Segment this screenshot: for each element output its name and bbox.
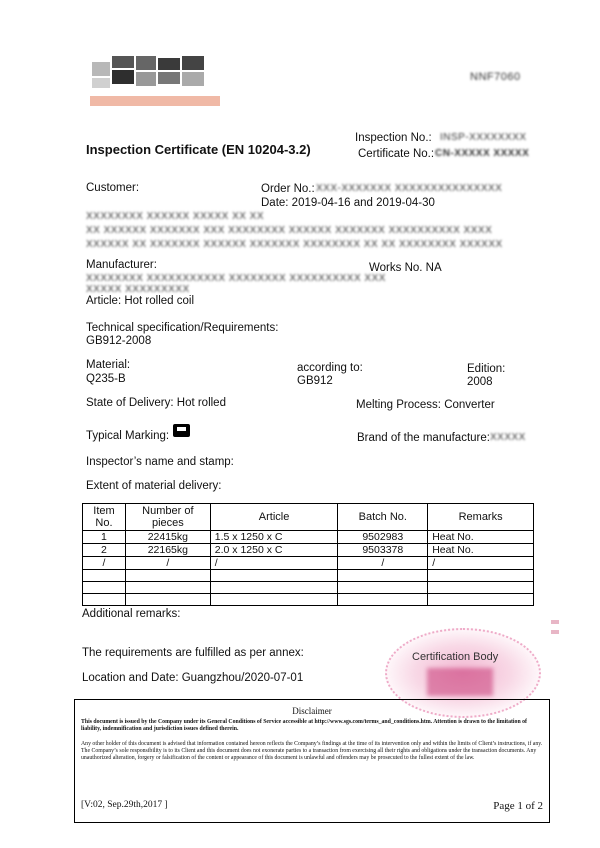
disclaimer-box [74, 699, 550, 823]
according-label: according to: [297, 362, 363, 374]
edition-label: Edition: [467, 363, 506, 375]
cell-item: 2 [83, 544, 126, 557]
order-no-value: XXX-XXXXXXX XXXXXXXXXXXXXXX [316, 183, 503, 194]
cell-pieces [125, 570, 210, 582]
inspector-label: Inspector’s name and stamp: [86, 456, 234, 468]
disclaimer-title: Disclaimer [292, 706, 332, 716]
cell-item: / [83, 557, 126, 570]
col-header-batch-no: Batch No. [338, 504, 428, 531]
edge-mark [551, 630, 559, 634]
customer-label: Customer: [86, 182, 140, 194]
version-label: [V:02, Sep.29th,2017 ] [81, 800, 168, 810]
disclaimer-paragraph-1: This document is issued by the Company under its General Conditions of Service accessible at http://www.sgs.com/terms_and_conditions.htm. Attention is drawn to the limitation of liability, indemnification and jurisdiction issues defined therein. [81, 719, 527, 732]
manufacturer-name: XXXXXXXX XXXXXXXXXXX XXXXXXXX XXXXXXXXXX XXX [86, 273, 386, 284]
cell-item: 1 [83, 531, 126, 544]
cell-pieces: 22165kg [125, 544, 210, 557]
according-value: GB912 [297, 375, 333, 387]
cell-article [210, 594, 338, 606]
cell-batch: / [338, 557, 428, 570]
marking-symbol-icon [173, 424, 190, 437]
col-header-article: Article [210, 504, 338, 531]
customer-address-1: XX XXXXXX XXXXXXX XXX XXXXXXXX XXXXXX XXXXXXX XXXXXXXXXX XXXX [86, 225, 493, 236]
cell-remarks: Heat No. [428, 544, 534, 557]
table-row [83, 594, 534, 606]
table-row [83, 544, 534, 557]
table-row [83, 570, 534, 582]
inspection-no-label: Inspection No.: [355, 132, 432, 144]
edition-value: 2008 [467, 376, 493, 388]
cell-article: 2.0 x 1250 x C [210, 544, 338, 557]
delivery-table [82, 503, 534, 606]
brand-label: Brand of the manufacture: [357, 432, 490, 444]
article-line: Article: Hot rolled coil [86, 295, 195, 307]
cell-item [83, 594, 126, 606]
cell-batch: 9502983 [338, 531, 428, 544]
manufacturer-address: XXXXX XXXXXXXXX [86, 284, 190, 295]
inspection-no-value: INSP-XXXXXXXX [440, 132, 527, 143]
table-row [83, 531, 534, 544]
cell-pieces: 22415kg [125, 531, 210, 544]
spec-label: Technical specification/Requirements: [86, 322, 279, 334]
certificate-code: NNF7060 [470, 71, 521, 83]
cell-item [83, 570, 126, 582]
cell-article: 1.5 x 1250 x C [210, 531, 338, 544]
cell-pieces [125, 582, 210, 594]
cell-article [210, 582, 338, 594]
brand-value: XXXXX [490, 432, 526, 443]
order-dates: Date: 2019-04-16 and 2019-04-30 [261, 197, 435, 209]
table-row [83, 582, 534, 594]
order-no-label: Order No.: [261, 183, 315, 195]
cell-article: / [210, 557, 338, 570]
typical-marking-label: Typical Marking: [86, 430, 170, 442]
cell-remarks [428, 570, 534, 582]
material-label: Material: [86, 359, 131, 371]
delivery-state: State of Delivery: Hot rolled [86, 397, 226, 409]
table-header-row [83, 504, 534, 531]
certificate-no-value: CN-XXXXX XXXXX [435, 148, 530, 159]
requirements-line: The requirements are fulfilled as per annex: [82, 647, 304, 659]
col-header-remarks: Remarks [428, 504, 534, 531]
customer-address-2: XXXXXX XX XXXXXXX XXXXXX XXXXXXX XXXXXXXX XX XX XXXXXXXX XXXXXX [86, 239, 503, 250]
edge-mark [551, 620, 559, 624]
logo-accent-bar [90, 96, 220, 106]
location-date: Location and Date: Guangzhou/2020-07-01 [82, 672, 304, 684]
cell-batch [338, 570, 428, 582]
manufacturer-label: Manufacturer: [86, 259, 157, 271]
col-header-pieces: Number of pieces [125, 504, 210, 531]
material-value: Q235-B [86, 373, 126, 385]
cell-remarks: Heat No. [428, 531, 534, 544]
melting-process: Melting Process: Converter [356, 399, 495, 411]
customer-name: XXXXXXXX XXXXXX XXXXX XX XX [86, 211, 265, 222]
disclaimer-paragraph-2: Any other holder of this document is advised that information contained hereon reflects the Company’s findings at the time of its intervention only and within the limits of Client’s instructions, if any. The Company’s sole responsibility is to its Client and this document does not exonerate parties to a transaction from exercising all their rights and obligations under the transaction documents. Any unauthorized alteration, forgery or falsification of the content or appearance of this document is unlawful and offenders may be prosecuted to the fullest extent of the law. [81, 741, 543, 761]
cell-remarks [428, 582, 534, 594]
additional-remarks: Additional remarks: [82, 608, 181, 620]
cell-item [83, 582, 126, 594]
page-number: Page 1 of 2 [493, 800, 543, 812]
certificate-no-label: Certificate No.: [358, 148, 435, 160]
extent-label: Extent of material delivery: [86, 480, 222, 492]
cell-batch [338, 594, 428, 606]
table-row [83, 557, 534, 570]
cell-article [210, 570, 338, 582]
document-title: Inspection Certificate (EN 10204-3.2) [86, 142, 311, 157]
stamp-seal-mark [427, 668, 493, 696]
works-no: Works No. NA [369, 262, 442, 274]
stamp-label: Certification Body [412, 651, 499, 663]
cell-batch: 9503378 [338, 544, 428, 557]
cell-remarks: / [428, 557, 534, 570]
cell-pieces [125, 594, 210, 606]
col-header-item-no: Item No. [83, 504, 126, 531]
cell-batch [338, 582, 428, 594]
cell-pieces: / [125, 557, 210, 570]
spec-value: GB912-2008 [86, 335, 152, 347]
cell-remarks [428, 594, 534, 606]
